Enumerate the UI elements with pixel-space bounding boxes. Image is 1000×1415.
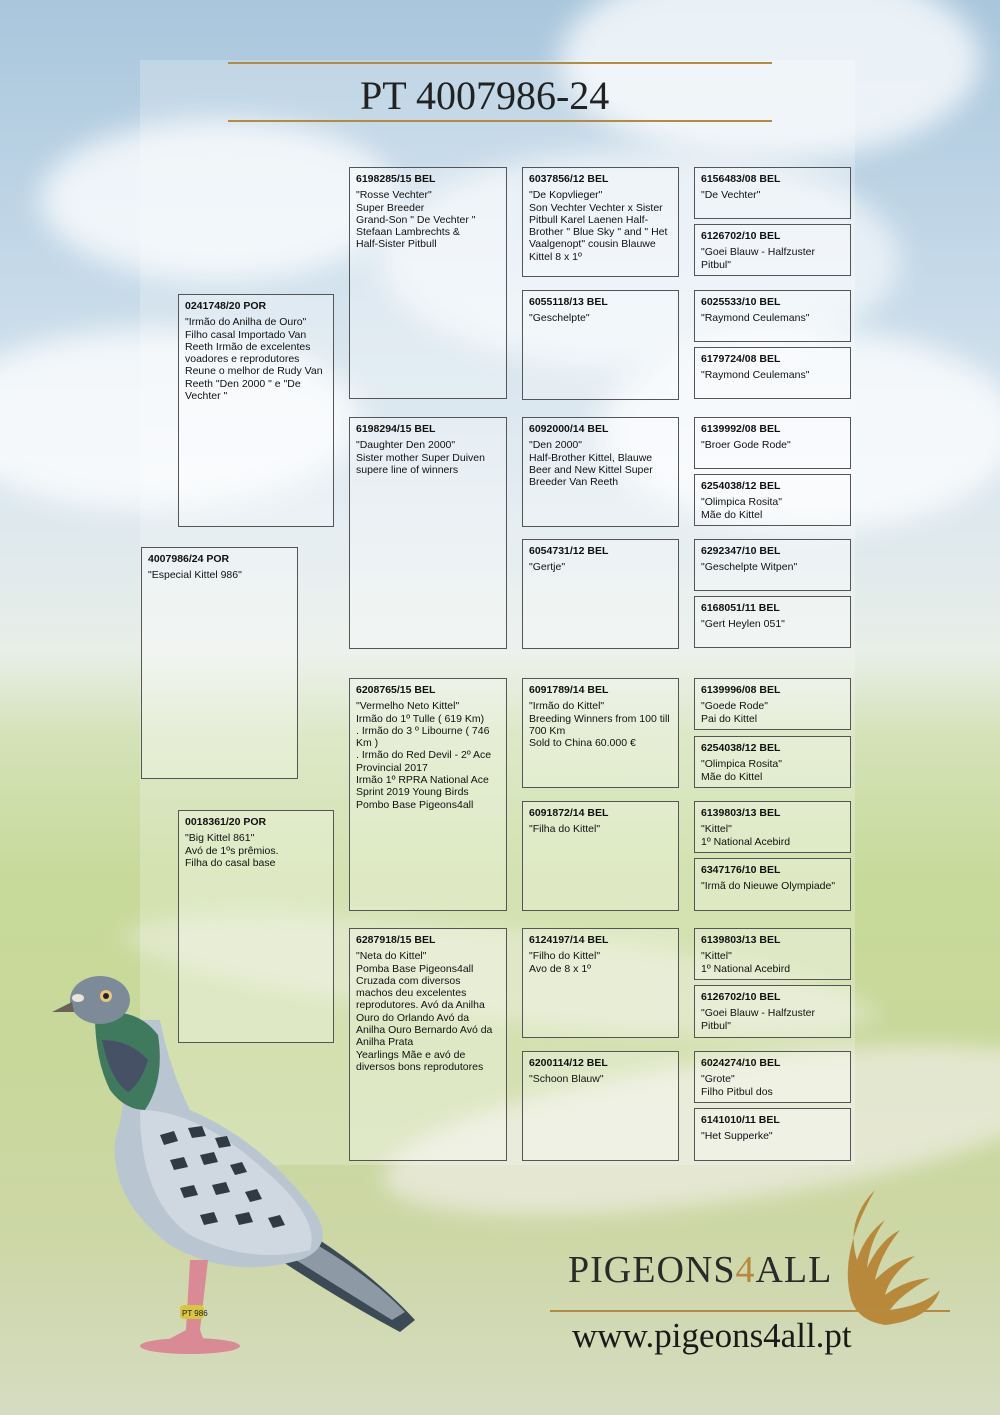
ring-number: 6208765/15 BEL xyxy=(356,684,436,696)
grandparent-card xyxy=(349,678,507,911)
leg-ring-label: PT 986 xyxy=(182,1309,208,1318)
gg-grandparent-card xyxy=(694,801,851,853)
pigeon-description: "Vermelho Neto Kittel" Irmão do 1º Tulle ( 619 Km) . Irmão do 3 º Libourne ( 746 Km ) . Irmão do Red Devil - 2º Ace Provincial 2017 Irmão 1º RPRA National Ace Sprint 2019 Young Birds Pombo Base Pigeons4all xyxy=(356,700,492,811)
gg-grandparent-card xyxy=(694,224,851,276)
pigeon-description: "Goei Blauw - Halfzuster Pitbul" xyxy=(701,246,816,271)
gg-grandparent-card xyxy=(694,167,851,219)
pigeon-description: "Olimpica Rosita" Mãe do Kittel xyxy=(701,758,782,783)
pigeon-description: "Kittel" 1º National Acebird xyxy=(701,823,791,848)
title-rule-top xyxy=(228,62,772,64)
ring-number: 6198294/15 BEL xyxy=(356,423,436,435)
pigeon-description: "Olimpica Rosita" Mãe do Kittel xyxy=(701,496,782,521)
brand-name-four: 4 xyxy=(735,1249,756,1291)
grandparent-card xyxy=(349,417,507,649)
pigeon-description: "Irmão do Anilha de Ouro" Filho casal Importado Van Reeth Irmão de excelentes voadores e reprodutores Reune o melhor de Rudy Van Reeth "Den 2000 " e "De Vechter " xyxy=(185,316,323,403)
gg-grandparent-card xyxy=(694,290,851,342)
pigeon-description: "Filha do Kittel" xyxy=(529,823,601,836)
grandparent-card xyxy=(349,167,507,399)
pigeon-description: "Broer Gode Rode" xyxy=(701,439,791,452)
ring-number: 6292347/10 BEL xyxy=(701,545,781,557)
pigeon-description: "Filho do Kittel" Avo de 8 x 1º xyxy=(529,950,601,975)
great-grandparent-card xyxy=(522,167,679,277)
great-grandparent-card xyxy=(522,801,679,911)
ring-number: 6287918/15 BEL xyxy=(356,934,436,946)
ring-number: 6126702/10 BEL xyxy=(701,230,781,242)
pigeon-description: "Gert Heylen 051" xyxy=(701,618,785,631)
ring-number: 6198285/15 BEL xyxy=(356,173,436,185)
pigeon-description: "Raymond Ceulemans" xyxy=(701,369,810,382)
ring-number: 6139996/08 BEL xyxy=(701,684,781,696)
pigeon-description: "Raymond Ceulemans" xyxy=(701,312,810,325)
ring-number: 4007986/24 POR xyxy=(148,553,230,565)
gg-grandparent-card xyxy=(694,858,851,911)
gg-grandparent-card xyxy=(694,1051,851,1103)
brand-name-part2: ALL xyxy=(755,1249,833,1291)
gg-grandparent-card xyxy=(694,985,851,1038)
ring-number: 6055118/13 BEL xyxy=(529,296,608,308)
ring-number: 6179724/08 BEL xyxy=(701,353,781,365)
title-rule-bottom xyxy=(228,120,772,122)
page-title: PT 4007986-24 xyxy=(360,73,610,118)
great-grandparent-card xyxy=(522,1051,679,1161)
pigeon-description: "Irmã do Nieuwe Olympiade" xyxy=(701,880,836,893)
ring-number: 6024274/10 BEL xyxy=(701,1057,781,1069)
pigeon-description: "Goei Blauw - Halfzuster Pitbul" xyxy=(701,1007,816,1032)
pigeon-description: "De Vechter" xyxy=(701,189,761,202)
gg-grandparent-card xyxy=(694,347,851,399)
gg-grandparent-card xyxy=(694,474,851,526)
ring-number: 6200114/12 BEL xyxy=(529,1057,608,1069)
pigeon-description: "Especial Kittel 986" xyxy=(148,569,242,582)
ring-number: 6254038/12 BEL xyxy=(701,742,781,754)
pigeon-description: "Big Kittel 861" Avó de 1ºs prêmios. Filha do casal base xyxy=(185,832,279,869)
ring-number: 6139992/08 BEL xyxy=(701,423,781,435)
great-grandparent-card xyxy=(522,417,679,527)
pigeon-illustration xyxy=(40,960,430,1380)
gg-grandparent-card xyxy=(694,539,851,591)
pigeon-description: "Gertje" xyxy=(529,561,566,574)
pigeon-description: "Het Supperke" xyxy=(701,1130,773,1143)
ring-number: 6037856/12 BEL xyxy=(529,173,609,185)
logo-rule xyxy=(550,1310,950,1312)
pigeon-description: "Grote" Filho Pitbul dos xyxy=(701,1073,773,1098)
subject-card xyxy=(141,547,298,779)
ring-number: 6025533/10 BEL xyxy=(701,296,781,308)
pigeon-description: "Goede Rode" Pai do Kittel xyxy=(701,700,768,725)
gg-grandparent-card xyxy=(694,736,851,788)
pigeon-description: "Kittel" 1º National Acebird xyxy=(701,950,791,975)
great-grandparent-card xyxy=(522,290,679,400)
gg-grandparent-card xyxy=(694,928,851,980)
ring-number: 6091789/14 BEL xyxy=(529,684,609,696)
ring-number: 0241748/20 POR xyxy=(185,300,267,312)
ring-number: 6092000/14 BEL xyxy=(529,423,609,435)
pigeon-description: "Daughter Den 2000" Sister mother Super Duiven supere line of winners xyxy=(356,439,485,476)
great-grandparent-card xyxy=(522,539,679,649)
ring-number: 0018361/20 POR xyxy=(185,816,267,828)
gg-grandparent-card xyxy=(694,1108,851,1161)
pigeon-description: "Geschelpte" xyxy=(529,312,590,325)
pigeon-description: "Rosse Vechter" Super Breeder Grand-Son " De Vechter " Stefaan Lambrechts & Half-Sister Pitbull xyxy=(356,189,476,251)
gg-grandparent-card xyxy=(694,596,851,648)
brand-name-part1: PIGEONS xyxy=(568,1249,736,1291)
gg-grandparent-card xyxy=(694,417,851,469)
ring-number: 6156483/08 BEL xyxy=(701,173,781,185)
pigeon-description: "De Kopvlieger" Son Vechter Vechter x Sister Pitbull Karel Laenen Half-Brother " Blue Sky " and " Het Vaalgenopt" cousin Blauwe Kittel 8 x 1º xyxy=(529,189,668,263)
gg-grandparent-card xyxy=(694,678,851,730)
ring-number: 6141010/11 BEL xyxy=(701,1114,780,1126)
great-grandparent-card xyxy=(522,678,679,788)
ring-number: 6054731/12 BEL xyxy=(529,545,609,557)
ring-number: 6124197/14 BEL xyxy=(529,934,609,946)
brand-name xyxy=(568,1248,832,1292)
ring-number: 6254038/12 BEL xyxy=(701,480,781,492)
pigeon-description: "Den 2000" Half-Brother Kittel, Blauwe Beer and New Kittel Super Breeder Van Reeth xyxy=(529,439,653,489)
pigeon-description: "Irmão do Kittel" Breeding Winners from 100 till 700 Km Sold to China 60.000 € xyxy=(529,700,670,750)
ring-number: 6091872/14 BEL xyxy=(529,807,609,819)
pigeon-description: "Neta do Kittel" Pomba Base Pigeons4all Cruzada com diversos machos deu excelentes reprodutores. Avó da Anilha Ouro do Orlando Avó da Anilha Ouro Bernardo Avó da Anilha Prata Yearlings Mãe e avó de diversos bons reprodutores xyxy=(356,950,493,1073)
ring-number: 6168051/11 BEL xyxy=(701,602,780,614)
ring-number: 6347176/10 BEL xyxy=(701,864,781,876)
ring-number: 6139803/13 BEL xyxy=(701,807,781,819)
pigeon-description: "Schoon Blauw" xyxy=(529,1073,604,1086)
pigeon-description: "Geschelpte Witpen" xyxy=(701,561,798,574)
website-url[interactable]: www.pigeons4all.pt xyxy=(572,1316,852,1355)
sire-card xyxy=(178,294,334,527)
great-grandparent-card xyxy=(522,928,679,1038)
ring-number: 6139803/13 BEL xyxy=(701,934,781,946)
ring-number: 6126702/10 BEL xyxy=(701,991,781,1003)
